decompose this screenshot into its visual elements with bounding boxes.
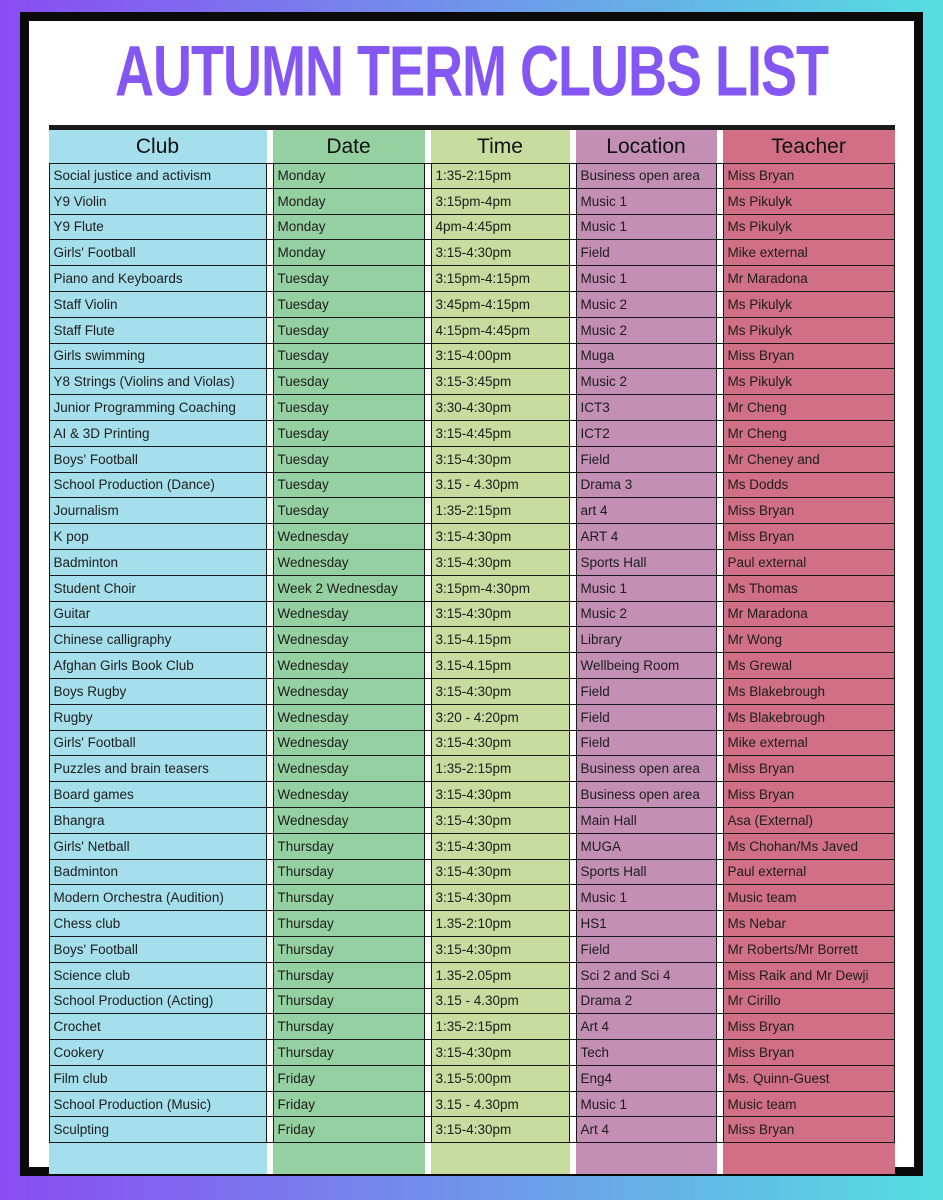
cell-time: 3:15-4:30pm bbox=[431, 524, 570, 550]
poster-card bbox=[20, 12, 923, 1176]
cell-date: Thursday bbox=[273, 885, 425, 911]
cell-club: Girls' Netball bbox=[49, 834, 267, 860]
cell-time: 1.35-2.05pm bbox=[431, 963, 570, 989]
table-row bbox=[49, 602, 895, 628]
table-row bbox=[49, 292, 895, 318]
cell-date: Friday bbox=[273, 1092, 425, 1118]
cell-teacher: Miss Raik and Mr Dewji bbox=[723, 963, 895, 989]
cell-time: 4pm-4:45pm bbox=[431, 215, 570, 241]
empty-cell-time bbox=[431, 1143, 570, 1174]
table-row bbox=[49, 189, 895, 215]
cell-location: Business open area bbox=[576, 782, 717, 808]
cell-club: K pop bbox=[49, 524, 267, 550]
cell-location: Music 1 bbox=[576, 576, 717, 602]
table-row bbox=[49, 731, 895, 757]
empty-row bbox=[49, 1143, 895, 1174]
cell-date: Monday bbox=[273, 163, 425, 189]
cell-club: Student Choir bbox=[49, 576, 267, 602]
table-row bbox=[49, 963, 895, 989]
cell-time: 3:15-4:30pm bbox=[431, 860, 570, 886]
cell-time: 3.15 - 4.30pm bbox=[431, 473, 570, 499]
cell-club: Boys' Football bbox=[49, 447, 267, 473]
cell-location: Muga bbox=[576, 344, 717, 370]
cell-club: Rugby bbox=[49, 705, 267, 731]
cell-time: 3.15 - 4.30pm bbox=[431, 989, 570, 1015]
empty-cell-date bbox=[273, 1143, 425, 1174]
cell-time: 3:15pm-4pm bbox=[431, 189, 570, 215]
cell-time: 1:35-2:15pm bbox=[431, 1014, 570, 1040]
cell-date: Thursday bbox=[273, 963, 425, 989]
cell-time: 3:15-4:30pm bbox=[431, 808, 570, 834]
cell-teacher: Ms Pikulyk bbox=[723, 292, 895, 318]
cell-date: Tuesday bbox=[273, 473, 425, 499]
cell-club: Badminton bbox=[49, 860, 267, 886]
table-row bbox=[49, 911, 895, 937]
cell-location: Art 4 bbox=[576, 1014, 717, 1040]
cell-teacher: Miss Bryan bbox=[723, 782, 895, 808]
cell-date: Tuesday bbox=[273, 292, 425, 318]
cell-location: Field bbox=[576, 705, 717, 731]
table-row bbox=[49, 679, 895, 705]
cell-date: Monday bbox=[273, 215, 425, 241]
cell-date: Monday bbox=[273, 240, 425, 266]
cell-location: Tech bbox=[576, 1040, 717, 1066]
table-row bbox=[49, 705, 895, 731]
table-row bbox=[49, 937, 895, 963]
cell-club: Boys Rugby bbox=[49, 679, 267, 705]
cell-club: Staff Flute bbox=[49, 318, 267, 344]
cell-teacher: Ms Pikulyk bbox=[723, 189, 895, 215]
cell-location: Drama 3 bbox=[576, 473, 717, 499]
cell-date: Wednesday bbox=[273, 756, 425, 782]
cell-location: Music 2 bbox=[576, 602, 717, 628]
cell-location: Field bbox=[576, 937, 717, 963]
cell-teacher: Miss Bryan bbox=[723, 756, 895, 782]
cell-club: Girls swimming bbox=[49, 344, 267, 370]
cell-teacher: Ms. Quinn-Guest bbox=[723, 1066, 895, 1092]
cell-location: Field bbox=[576, 447, 717, 473]
cell-club: Badminton bbox=[49, 550, 267, 576]
cell-club: Junior Programming Coaching bbox=[49, 395, 267, 421]
empty-cell-location bbox=[576, 1143, 717, 1174]
cell-teacher: Mr Cheng bbox=[723, 395, 895, 421]
cell-location: Music 1 bbox=[576, 215, 717, 241]
cell-date: Tuesday bbox=[273, 266, 425, 292]
cell-club: School Production (Dance) bbox=[49, 473, 267, 499]
table-row bbox=[49, 344, 895, 370]
cell-date: Wednesday bbox=[273, 602, 425, 628]
cell-date: Friday bbox=[273, 1066, 425, 1092]
cell-location: Field bbox=[576, 731, 717, 757]
cell-location: ICT2 bbox=[576, 421, 717, 447]
table-row bbox=[49, 576, 895, 602]
cell-date: Friday bbox=[273, 1117, 425, 1143]
cell-location: Music 1 bbox=[576, 885, 717, 911]
cell-location: HS1 bbox=[576, 911, 717, 937]
cell-location: Business open area bbox=[576, 756, 717, 782]
cell-date: Wednesday bbox=[273, 731, 425, 757]
cell-date: Tuesday bbox=[273, 369, 425, 395]
cell-teacher: Mr Wong bbox=[723, 627, 895, 653]
cell-location: Drama 2 bbox=[576, 989, 717, 1015]
cell-teacher: Paul external bbox=[723, 860, 895, 886]
cell-location: Music 1 bbox=[576, 266, 717, 292]
cell-location: Music 2 bbox=[576, 318, 717, 344]
cell-date: Tuesday bbox=[273, 498, 425, 524]
table-row bbox=[49, 989, 895, 1015]
column-header-time: Time bbox=[431, 130, 570, 163]
cell-time: 1.35-2:10pm bbox=[431, 911, 570, 937]
empty-cell-teacher bbox=[723, 1143, 895, 1174]
cell-teacher: Ms Blakebrough bbox=[723, 705, 895, 731]
cell-teacher: Miss Bryan bbox=[723, 524, 895, 550]
table-row bbox=[49, 1014, 895, 1040]
cell-time: 3.15 - 4.30pm bbox=[431, 1092, 570, 1118]
cell-date: Thursday bbox=[273, 860, 425, 886]
cell-time: 3:15-4:30pm bbox=[431, 782, 570, 808]
cell-teacher: Ms Pikulyk bbox=[723, 215, 895, 241]
cell-time: 3:15-4:30pm bbox=[431, 937, 570, 963]
cell-club: Afghan Girls Book Club bbox=[49, 653, 267, 679]
cell-location: Field bbox=[576, 240, 717, 266]
column-header-teacher: Teacher bbox=[723, 130, 895, 163]
table-row bbox=[49, 215, 895, 241]
cell-time: 3:15pm-4:30pm bbox=[431, 576, 570, 602]
cell-teacher: Ms Chohan/Ms Javed bbox=[723, 834, 895, 860]
cell-teacher: Mr Cirillo bbox=[723, 989, 895, 1015]
cell-club: Film club bbox=[49, 1066, 267, 1092]
cell-club: Bhangra bbox=[49, 808, 267, 834]
cell-time: 1:35-2:15pm bbox=[431, 163, 570, 189]
cell-teacher: Miss Bryan bbox=[723, 344, 895, 370]
cell-club: School Production (Music) bbox=[49, 1092, 267, 1118]
cell-location: Field bbox=[576, 679, 717, 705]
cell-club: Boys' Football bbox=[49, 937, 267, 963]
cell-teacher: Ms Pikulyk bbox=[723, 369, 895, 395]
cell-club: Social justice and activism bbox=[49, 163, 267, 189]
cell-location: Sci 2 and Sci 4 bbox=[576, 963, 717, 989]
cell-time: 1:35-2:15pm bbox=[431, 498, 570, 524]
cell-club: Journalism bbox=[49, 498, 267, 524]
cell-teacher: Miss Bryan bbox=[723, 1040, 895, 1066]
page-title: AUTUMN TERM CLUBS LIST bbox=[115, 32, 828, 112]
cell-teacher: Ms Dodds bbox=[723, 473, 895, 499]
cell-location: Music 1 bbox=[576, 1092, 717, 1118]
cell-club: Y9 Flute bbox=[49, 215, 267, 241]
cell-date: Wednesday bbox=[273, 550, 425, 576]
cell-teacher: Miss Bryan bbox=[723, 163, 895, 189]
cell-club: Sculpting bbox=[49, 1117, 267, 1143]
cell-teacher: Miss Bryan bbox=[723, 1117, 895, 1143]
cell-teacher: Miss Bryan bbox=[723, 498, 895, 524]
cell-date: Tuesday bbox=[273, 318, 425, 344]
cell-date: Tuesday bbox=[273, 395, 425, 421]
cell-time: 3.15-5:00pm bbox=[431, 1066, 570, 1092]
table-row bbox=[49, 1040, 895, 1066]
column-header-location: Location bbox=[576, 130, 717, 163]
cell-location: Main Hall bbox=[576, 808, 717, 834]
cell-club: School Production (Acting) bbox=[49, 989, 267, 1015]
table-row bbox=[49, 808, 895, 834]
cell-location: Wellbeing Room bbox=[576, 653, 717, 679]
cell-location: MUGA bbox=[576, 834, 717, 860]
table-row bbox=[49, 627, 895, 653]
cell-date: Wednesday bbox=[273, 627, 425, 653]
empty-cell-club bbox=[49, 1143, 267, 1174]
column-header-club: Club bbox=[49, 130, 267, 163]
cell-date: Tuesday bbox=[273, 421, 425, 447]
cell-time: 3:30-4:30pm bbox=[431, 395, 570, 421]
cell-time: 3:15-4:30pm bbox=[431, 834, 570, 860]
cell-teacher: Music team bbox=[723, 885, 895, 911]
cell-time: 3:15-4:30pm bbox=[431, 602, 570, 628]
table-row bbox=[49, 1117, 895, 1143]
table-row bbox=[49, 395, 895, 421]
cell-club: Piano and Keyboards bbox=[49, 266, 267, 292]
cell-time: 3:15pm-4:15pm bbox=[431, 266, 570, 292]
table-row bbox=[49, 550, 895, 576]
cell-club: Guitar bbox=[49, 602, 267, 628]
cell-date: Thursday bbox=[273, 911, 425, 937]
cell-time: 3:15-4:30pm bbox=[431, 447, 570, 473]
table-row bbox=[49, 421, 895, 447]
table-row bbox=[49, 163, 895, 189]
cell-location: ART 4 bbox=[576, 524, 717, 550]
cell-location: Library bbox=[576, 627, 717, 653]
cell-time: 3:15-4:30pm bbox=[431, 1040, 570, 1066]
cell-teacher: Mr Cheney and bbox=[723, 447, 895, 473]
cell-club: AI & 3D Printing bbox=[49, 421, 267, 447]
cell-club: Chess club bbox=[49, 911, 267, 937]
cell-time: 3:15-4:30pm bbox=[431, 731, 570, 757]
cell-time: 3:15-3:45pm bbox=[431, 369, 570, 395]
cell-teacher: Mr Cheng bbox=[723, 421, 895, 447]
cell-teacher: Mike external bbox=[723, 240, 895, 266]
cell-date: Wednesday bbox=[273, 524, 425, 550]
table-row bbox=[49, 885, 895, 911]
cell-time: 3:20 - 4:20pm bbox=[431, 705, 570, 731]
cell-date: Monday bbox=[273, 189, 425, 215]
cell-club: Puzzles and brain teasers bbox=[49, 756, 267, 782]
cell-location: Art 4 bbox=[576, 1117, 717, 1143]
table-row bbox=[49, 834, 895, 860]
cell-date: Thursday bbox=[273, 1040, 425, 1066]
cell-date: Week 2 Wednesday bbox=[273, 576, 425, 602]
cell-date: Wednesday bbox=[273, 653, 425, 679]
table-row bbox=[49, 782, 895, 808]
table-row bbox=[49, 653, 895, 679]
table-header-row bbox=[49, 130, 895, 163]
table-row bbox=[49, 318, 895, 344]
table-row bbox=[49, 1092, 895, 1118]
cell-location: ICT3 bbox=[576, 395, 717, 421]
cell-time: 3:15-4:45pm bbox=[431, 421, 570, 447]
cell-time: 3:15-4:30pm bbox=[431, 1117, 570, 1143]
cell-date: Thursday bbox=[273, 1014, 425, 1040]
cell-date: Thursday bbox=[273, 989, 425, 1015]
cell-time: 3:15-4:30pm bbox=[431, 550, 570, 576]
cell-club: Y9 Violin bbox=[49, 189, 267, 215]
cell-time: 4:15pm-4:45pm bbox=[431, 318, 570, 344]
cell-club: Modern Orchestra (Audition) bbox=[49, 885, 267, 911]
cell-club: Girls' Football bbox=[49, 240, 267, 266]
cell-time: 3.15-4.15pm bbox=[431, 627, 570, 653]
cell-location: art 4 bbox=[576, 498, 717, 524]
cell-club: Staff Violin bbox=[49, 292, 267, 318]
table-row bbox=[49, 369, 895, 395]
cell-location: Music 2 bbox=[576, 292, 717, 318]
cell-location: Music 2 bbox=[576, 369, 717, 395]
table-row bbox=[49, 473, 895, 499]
clubs-table bbox=[49, 125, 895, 1174]
table-body bbox=[49, 163, 895, 1143]
cell-teacher: Ms Pikulyk bbox=[723, 318, 895, 344]
cell-time: 3:15-4:30pm bbox=[431, 240, 570, 266]
cell-teacher: Mr Roberts/Mr Borrett bbox=[723, 937, 895, 963]
cell-location: Sports Hall bbox=[576, 860, 717, 886]
cell-date: Tuesday bbox=[273, 447, 425, 473]
cell-time: 3:15-4:00pm bbox=[431, 344, 570, 370]
cell-time: 3:15-4:30pm bbox=[431, 885, 570, 911]
cell-club: Cookery bbox=[49, 1040, 267, 1066]
column-header-date: Date bbox=[273, 130, 425, 163]
cell-location: Sports Hall bbox=[576, 550, 717, 576]
cell-club: Board games bbox=[49, 782, 267, 808]
cell-teacher: Mike external bbox=[723, 731, 895, 757]
cell-date: Wednesday bbox=[273, 782, 425, 808]
cell-time: 1:35-2:15pm bbox=[431, 756, 570, 782]
cell-location: Business open area bbox=[576, 163, 717, 189]
cell-date: Thursday bbox=[273, 834, 425, 860]
cell-club: Crochet bbox=[49, 1014, 267, 1040]
table-row bbox=[49, 524, 895, 550]
cell-club: Chinese calligraphy bbox=[49, 627, 267, 653]
cell-teacher: Mr Maradona bbox=[723, 266, 895, 292]
cell-club: Science club bbox=[49, 963, 267, 989]
cell-teacher: Ms Grewal bbox=[723, 653, 895, 679]
table-row bbox=[49, 756, 895, 782]
cell-location: Eng4 bbox=[576, 1066, 717, 1092]
cell-teacher: Asa (External) bbox=[723, 808, 895, 834]
cell-time: 3:15-4:30pm bbox=[431, 679, 570, 705]
cell-club: Girls' Football bbox=[49, 731, 267, 757]
cell-teacher: Miss Bryan bbox=[723, 1014, 895, 1040]
cell-date: Wednesday bbox=[273, 808, 425, 834]
cell-date: Thursday bbox=[273, 937, 425, 963]
cell-teacher: Ms Blakebrough bbox=[723, 679, 895, 705]
cell-teacher: Paul external bbox=[723, 550, 895, 576]
table-row bbox=[49, 860, 895, 886]
cell-teacher: Mr Maradona bbox=[723, 602, 895, 628]
table-row bbox=[49, 266, 895, 292]
cell-time: 3.15-4.15pm bbox=[431, 653, 570, 679]
table-row bbox=[49, 498, 895, 524]
table-row bbox=[49, 447, 895, 473]
cell-teacher: Ms Nebar bbox=[723, 911, 895, 937]
cell-teacher: Ms Thomas bbox=[723, 576, 895, 602]
cell-date: Wednesday bbox=[273, 679, 425, 705]
cell-date: Tuesday bbox=[273, 344, 425, 370]
table-row bbox=[49, 1066, 895, 1092]
cell-date: Wednesday bbox=[273, 705, 425, 731]
cell-club: Y8 Strings (Violins and Violas) bbox=[49, 369, 267, 395]
cell-time: 3:45pm-4:15pm bbox=[431, 292, 570, 318]
table-row bbox=[49, 240, 895, 266]
cell-teacher: Music team bbox=[723, 1092, 895, 1118]
cell-location: Music 1 bbox=[576, 189, 717, 215]
